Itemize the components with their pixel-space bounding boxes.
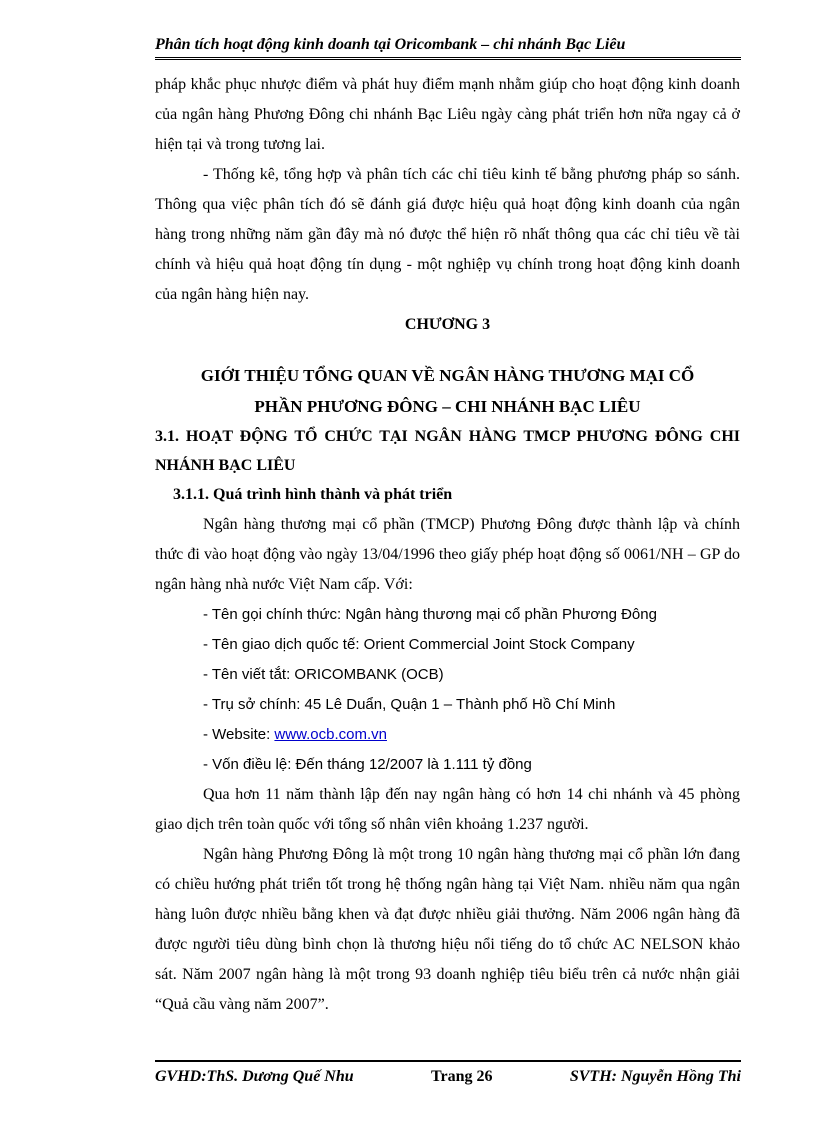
page-footer (155, 1060, 741, 1088)
advisor-name: GVHD:ThS. Dương Quế Nhu (155, 1068, 354, 1085)
section-heading: 3.1. HOẠT ĐỘNG TỔ CHỨC TẠI NGÂN HÀNG TMCP PHƯƠNG ĐÔNG CHI NHÁNH BẠC LIÊU (155, 428, 740, 474)
running-header: Phân tích hoạt động kinh doanh tại Oricombank – chi nhánh Bạc Liêu (155, 35, 741, 60)
chapter-title-line-2: PHẦN PHƯƠNG ĐÔNG – CHI NHÁNH BẠC LIÊU (254, 397, 641, 416)
chapter-title-line-1: GIỚI THIỆU TỔNG QUAN VỀ NGÂN HÀNG THƯƠNG MẠI CỔ (200, 366, 695, 385)
list-item-capital: - Vốn điều lệ: Đến tháng 12/2007 là 1.111 tỷ đồng (203, 756, 532, 773)
website-label: - Website: (203, 726, 275, 743)
page-number: Trang 26 (431, 1068, 493, 1085)
list-item-abbreviation: - Tên viết tắt: ORICOMBANK (OCB) (203, 666, 444, 683)
list-item-headquarters: - Trụ sở chính: 45 Lê Duẩn, Quận 1 – Thành phố Hồ Chí Minh (203, 696, 616, 713)
subsection-heading: 3.1.1. Quá trình hình thành và phát triển (173, 486, 453, 503)
section-intro-paragraph: Ngân hàng thương mại cổ phần (TMCP) Phương Đông được thành lập và chính thức đi vào hoạt động vào ngày 13/04/1996 theo giấy phép hoạt động số 0061/NH – GP do ngân hàng nhà nước Việt Nam cấp. Với: (155, 516, 740, 593)
student-name: SVTH: Nguyễn Hồng Thi (569, 1068, 741, 1085)
chapter-label: CHƯƠNG 3 (404, 316, 491, 333)
list-item-website (155, 720, 740, 750)
branches-paragraph: Qua hơn 11 năm thành lập đến nay ngân hàng có hơn 14 chi nhánh và 45 phòng giao dịch trên toàn quốc với tổng số nhân viên khoảng 1.237 người. (155, 786, 740, 833)
website-link[interactable]: www.ocb.com.vn (274, 726, 387, 743)
awards-paragraph: Ngân hàng Phương Đông là một trong 10 ngân hàng thương mại cổ phần lớn đang có chiều hướng phát triển tốt trong hệ thống ngân hàng tại Việt Nam. nhiều năm qua ngân hàng luôn được nhiều bằng khen và đạt được nhiều giải thưởng. Năm 2006 ngân hàng đã được người tiêu dùng bình chọn là thương hiệu nổi tiếng do tổ chức AC NELSON khảo sát. Năm 2007 ngân hàng là một trong 93 doanh nghiệp tiêu biểu trên cả nước nhận giải “Quả cầu vàng năm 2007”. (155, 846, 740, 1013)
intro-paragraph-2: - Thống kê, tổng hợp và phân tích các chỉ tiêu kinh tế bằng phương pháp so sánh. Thông qua việc phân tích đó sẽ đánh giá được hiệu quả hoạt động kinh doanh của ngân hàng trong những năm gần đây mà nó được thể hiện rõ nhất thông qua các chỉ tiêu về tài chính và hiệu quả hoạt động tín dụng - một nghiệp vụ chính trong hoạt động kinh doanh của ngân hàng hiện nay. (155, 166, 740, 303)
list-item-international-name: - Tên giao dịch quốc tế: Orient Commercial Joint Stock Company (203, 636, 635, 653)
list-item-official-name: - Tên gọi chính thức: Ngân hàng thương mại cổ phần Phương Đông (203, 606, 657, 623)
page-content (155, 70, 740, 1020)
intro-paragraph-1: pháp khắc phục nhược điểm và phát huy điểm mạnh nhằm giúp cho hoạt động kinh doanh của ngân hàng Phương Đông chi nhánh Bạc Liêu ngày càng phát triển hơn nữa ngay cả ở hiện tại và trong tương lai. (155, 76, 740, 153)
